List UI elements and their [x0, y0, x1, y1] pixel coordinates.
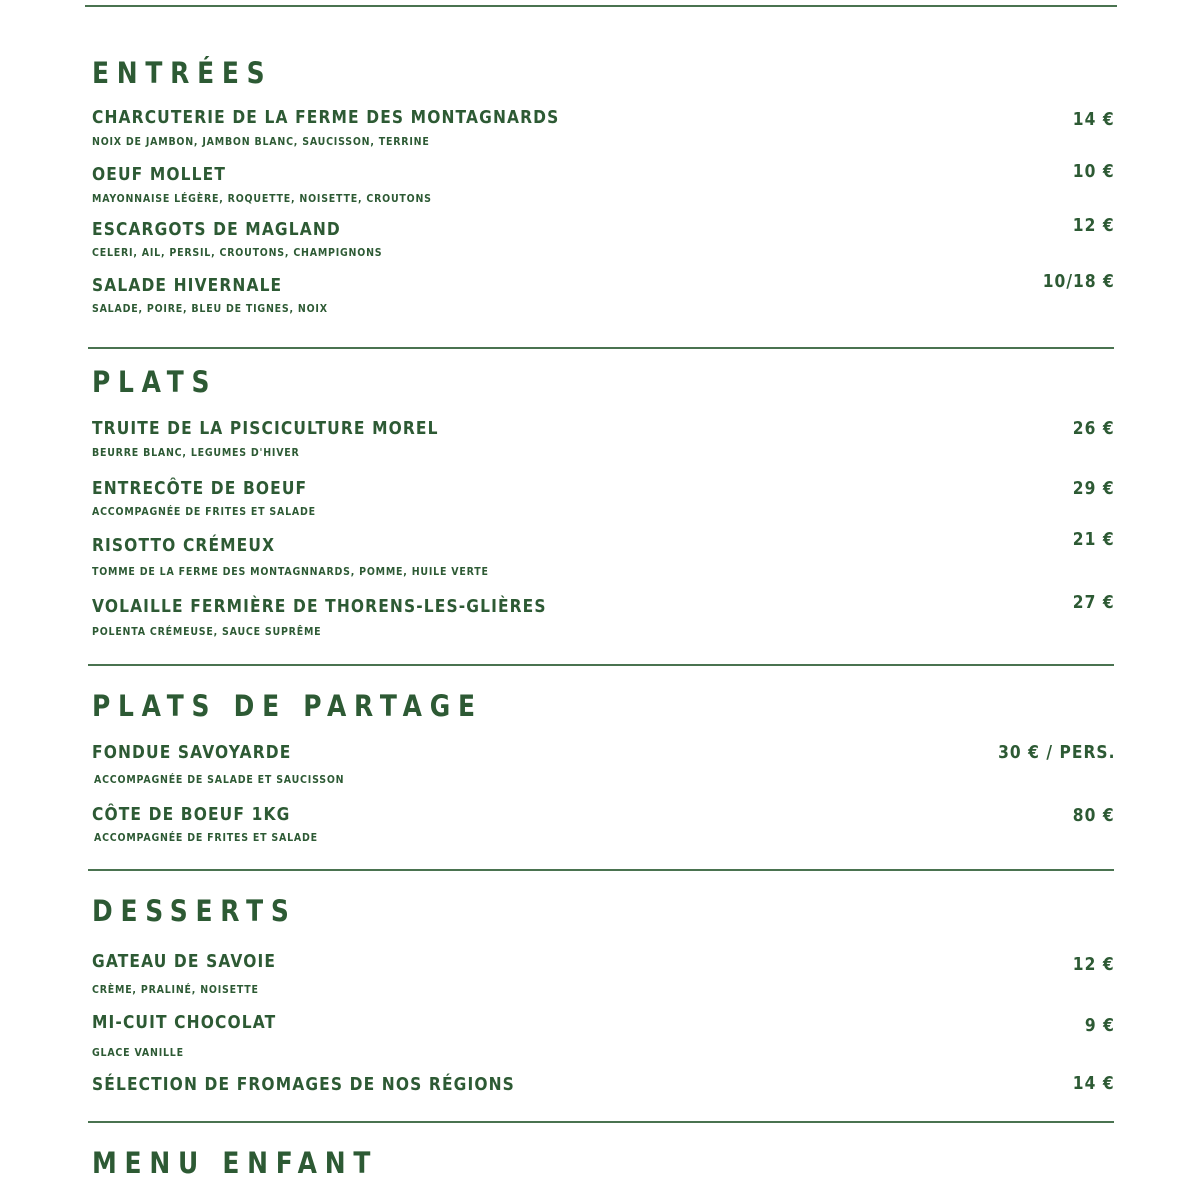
- item-description: BEURRE BLANC, LEGUMES D'HIVER: [92, 446, 300, 459]
- item-description: TOMME DE LA FERME DES MONTAGNNARDS, POMME, HUILE VERTE: [92, 565, 489, 578]
- item-name: GATEAU DE SAVOIE: [92, 951, 277, 972]
- item-name: MI-CUIT CHOCOLAT: [92, 1012, 277, 1033]
- item-description: CRÈME, PRALINÉ, NOISETTE: [92, 983, 259, 996]
- section-title: PLATS: [92, 365, 218, 399]
- item-description: SALADE, POIRE, BLEU DE TIGNES, NOIX: [92, 302, 328, 315]
- section-divider: [88, 869, 1114, 871]
- item-name: RISOTTO CRÉMEUX: [92, 535, 276, 556]
- item-price: 10 €: [1073, 161, 1115, 182]
- item-name: TRUITE DE LA PISCICULTURE MOREL: [92, 418, 439, 439]
- item-description: ACCOMPAGNÉE DE SALADE ET SAUCISSON: [94, 773, 345, 786]
- section-title: DESSERTS: [92, 894, 297, 928]
- item-description: ACCOMPAGNÉE DE FRITES ET SALADE: [92, 505, 316, 518]
- item-price: 80 €: [1073, 805, 1115, 826]
- item-price: 9 €: [1084, 1015, 1115, 1036]
- item-description: MAYONNAISE LÉGÈRE, ROQUETTE, NOISETTE, CROUTONS: [92, 192, 432, 205]
- item-name: CÔTE DE BOEUF 1KG: [92, 804, 291, 825]
- item-name: ENTRECÔTE DE BOEUF: [92, 478, 308, 499]
- item-name: ESCARGOTS DE MAGLAND: [92, 219, 341, 240]
- item-description: NOIX DE JAMBON, JAMBON BLANC, SAUCISSON, TERRINE: [92, 135, 430, 148]
- section-divider: [88, 1121, 1114, 1123]
- item-price: 12 €: [1073, 215, 1115, 236]
- section-title: PLATS DE PARTAGE: [92, 689, 483, 723]
- section-title: ENTRÉES: [92, 56, 273, 90]
- section-title: MENU ENFANT: [92, 1146, 379, 1180]
- item-name: VOLAILLE FERMIÈRE DE THORENS-LES-GLIÈRES: [92, 596, 547, 617]
- item-name: SÉLECTION DE FROMAGES DE NOS RÉGIONS: [92, 1074, 515, 1095]
- item-name: SALADE HIVERNALE: [92, 275, 283, 296]
- item-price: 30 € / PERS.: [997, 742, 1115, 763]
- item-name: CHARCUTERIE DE LA FERME DES MONTAGNARDS: [92, 107, 560, 128]
- item-price: 29 €: [1073, 478, 1115, 499]
- item-price: 21 €: [1073, 529, 1115, 550]
- item-price: 14 €: [1073, 109, 1115, 130]
- item-price: 10/18 €: [1042, 271, 1115, 292]
- item-description: CELERI, AIL, PERSIL, CROUTONS, CHAMPIGNONS: [92, 246, 383, 259]
- top-divider: [85, 5, 1117, 7]
- item-description: ACCOMPAGNÉE DE FRITES ET SALADE: [94, 831, 318, 844]
- item-price: 26 €: [1073, 418, 1115, 439]
- item-name: OEUF MOLLET: [92, 164, 226, 185]
- item-name: FONDUE SAVOYARDE: [92, 742, 292, 763]
- section-divider: [88, 664, 1114, 666]
- item-description: GLACE VANILLE: [92, 1046, 184, 1059]
- item-price: 12 €: [1073, 954, 1115, 975]
- section-divider: [88, 347, 1114, 349]
- item-description: POLENTA CRÉMEUSE, SAUCE SUPRÊME: [92, 625, 322, 638]
- item-price: 14 €: [1073, 1073, 1115, 1094]
- item-price: 27 €: [1073, 592, 1115, 613]
